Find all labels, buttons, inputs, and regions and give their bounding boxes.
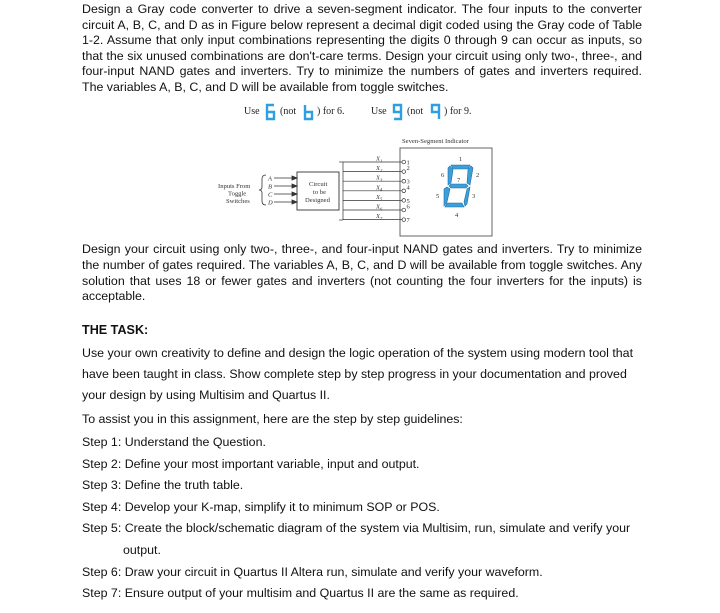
segment-3	[464, 187, 470, 206]
indicator-title: Seven-Segment Indicator	[402, 138, 469, 145]
task-line-2: have been taught in class. Show complete step by step progress in your documentation and proved	[82, 367, 627, 381]
output-pin-4	[402, 189, 406, 193]
digit-nine-without-bottom-icon	[429, 103, 441, 121]
input-letter-a: A	[268, 175, 272, 183]
circuit-label-2: to be	[313, 189, 327, 196]
segment-label-7: 7	[457, 177, 461, 184]
step-7: Step 7: Ensure output of your multisim and Quartus II are the same as required.	[82, 586, 519, 601]
output-pin-5	[402, 199, 406, 203]
intro-paragraph: Design a Gray code converter to drive a seven-segment indicator. The four inputs to the converter circuit A, B, C, and D as in Figure below represent a decimal digit coded using the Gray code of Table 1-2. Assume that only input combinations representing the digits 0 through 9 can occur as inputs, so that the six unused combinations are don't-care terms. Design your circuit using only two-, three-, and four-input NAND gates and inverters. Try to minimize the numbers of gates and inverters required. The variables A, B, C, and D will be available from toggle switches.	[82, 2, 642, 94]
segment-label-3: 3	[472, 193, 476, 200]
output-pin-1	[402, 160, 406, 164]
task-line-1: Use your own creativity to define and design the logic operation of the system using modern tool that	[82, 346, 634, 360]
pin-number-7: 7	[406, 217, 410, 225]
step-5-continued: output.	[123, 542, 161, 557]
input-letter-d: D	[268, 199, 273, 207]
output-pin-7	[402, 218, 406, 222]
inputs-label-2: Toggle	[228, 190, 247, 198]
input-letter-c: C	[268, 191, 273, 199]
for-six-label: ) for 6.	[317, 106, 345, 117]
pin-number-6: 6	[406, 203, 410, 211]
output-label-7: $X_7$	[376, 213, 383, 221]
step-4: Step 4: Develop your K-map, simplify it to minimum SOP or POS.	[82, 499, 440, 514]
task-paragraph	[82, 343, 648, 406]
input-arrow-b	[292, 184, 297, 188]
use-label-2: Use	[371, 106, 387, 117]
output-pin-6	[402, 208, 406, 212]
segment-label-5: 5	[436, 193, 440, 200]
not-label-1: (not	[280, 106, 297, 117]
step-6: Step 6: Draw your circuit in Quartus II Altera run, simulate and verify your waveform.	[82, 564, 543, 579]
output-label-2: $X_2$	[376, 165, 383, 173]
design-paragraph: Design your circuit using only two-, three-, and four-input NAND gates and inverters. Try to minimize the number of gates required. The variables A, B, C, and D will be available from toggle switches. Any solution that uses 18 or fewer gates and inverters (not counting the four inverters for the inputs) is acceptable.	[82, 242, 642, 304]
steps-list	[82, 432, 648, 605]
pin-number-2: 2	[406, 165, 410, 173]
segment-7	[449, 184, 468, 188]
output-label-6: $X_6$	[376, 203, 383, 212]
segment-label-4: 4	[455, 212, 459, 219]
not-label-2: (not	[407, 106, 424, 117]
step-2: Step 2: Define your most important variable, input and output.	[82, 456, 420, 471]
use-label-1: Use	[244, 106, 260, 117]
segment-1	[451, 165, 470, 169]
pin-number-3: 3	[406, 178, 410, 186]
output-label-4: $X_4$	[376, 184, 383, 193]
task-line-3: your design by using Multisim and Quartus II.	[82, 388, 330, 402]
output-pin-3	[402, 179, 406, 183]
step-3: Step 3: Define the truth table.	[82, 478, 244, 493]
segment-6	[448, 166, 453, 185]
circuit-label-3: Designed	[305, 197, 330, 204]
task-heading: THE TASK:	[82, 323, 149, 337]
input-letter-b: B	[268, 183, 272, 191]
digit-six-without-top-icon	[302, 103, 314, 121]
for-nine-label: ) for 9.	[444, 106, 472, 117]
pin-number-1: 1	[406, 159, 410, 167]
output-label-3: $X_3$	[376, 174, 383, 183]
digit-nine-with-bottom-icon	[391, 103, 403, 121]
step-5: Step 5: Create the block/schematic diagram of the system via Multisim, run, simulate and verify your	[82, 521, 631, 536]
digit-six-with-top-icon	[264, 103, 276, 121]
output-label-5: $X_5$	[376, 193, 383, 202]
guidelines-intro: To assist you in this assignment, here are the step by step guidelines:	[82, 412, 463, 426]
segment-4	[445, 203, 464, 207]
pin-number-4: 4	[406, 184, 410, 192]
digit-style-note	[0, 102, 720, 122]
pin-number-5: 5	[406, 197, 410, 205]
input-arrow-c	[292, 192, 297, 196]
circuit-label-1: Circuit	[309, 181, 328, 188]
converter-figure	[0, 128, 720, 240]
input-arrow-d	[292, 200, 297, 204]
segment-label-2: 2	[476, 172, 480, 179]
inputs-label-1: Inputs From	[218, 183, 251, 190]
output-pin-2	[402, 170, 406, 174]
input-brace	[259, 175, 266, 205]
segment-label-6: 6	[441, 172, 445, 179]
step-1: Step 1: Understand the Question.	[82, 435, 266, 449]
inputs-label-3: Switches	[226, 198, 250, 205]
segment-label-1: 1	[459, 156, 463, 163]
output-label-1: $X_1$	[376, 155, 383, 164]
input-arrow-a	[292, 176, 297, 180]
